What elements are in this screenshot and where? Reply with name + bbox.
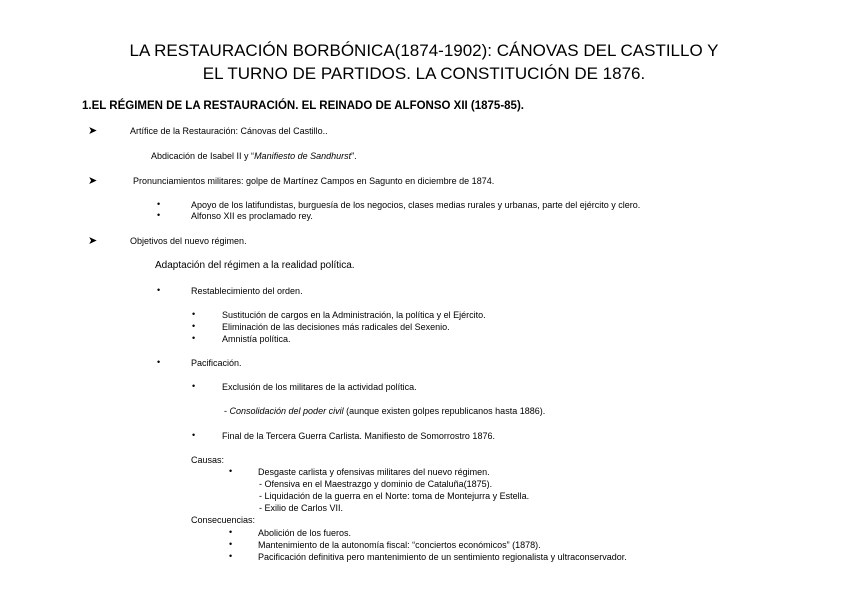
causas-sub-3: - Exilio de Carlos VII. <box>259 503 344 513</box>
dot-bullet-icon: • <box>229 539 233 549</box>
consolidacion-italic: Consolidación del poder civil <box>229 406 344 416</box>
bullet-pronunciamientos: Pronunciamientos militares: golpe de Martínez Campos en Sagunto en diciembre de 1874. <box>133 176 495 186</box>
list-item-alfonso: Alfonso XII es proclamado rey. <box>191 211 313 221</box>
pacificacion-heading: Pacificación. <box>191 358 242 368</box>
bullet-objetivos: Objetivos del nuevo régimen. <box>130 236 247 246</box>
dot-bullet-icon: • <box>192 381 196 391</box>
dot-bullet-icon: • <box>157 210 161 220</box>
abdicacion-line <box>151 151 357 161</box>
list-item-sustitucion: Sustitución de cargos en la Administración, la política y el Ejército. <box>222 310 486 320</box>
dot-bullet-icon: • <box>229 551 233 561</box>
dot-bullet-icon: • <box>229 527 233 537</box>
consecuencias-item-3: Pacificación definitiva pero mantenimiento de un sentimiento regionalista y ultraconservador. <box>258 552 627 562</box>
sandhurst-italic: Manifiesto de Sandhurst <box>254 151 352 161</box>
dot-bullet-icon: • <box>157 357 161 367</box>
consolidacion-line <box>224 406 545 416</box>
causas-sub-2: - Liquidación de la guerra en el Norte: toma de Montejurra y Estella. <box>259 491 530 501</box>
dot-bullet-icon: • <box>192 333 196 343</box>
arrow-bullet-icon: ➤ <box>88 235 98 247</box>
exclusion-line: Exclusión de los militares de la actividad política. <box>222 382 417 392</box>
consecuencias-item-2: Mantenimiento de la autonomía fiscal: “conciertos económicos” (1878). <box>258 540 541 550</box>
arrow-bullet-icon: ➤ <box>88 175 98 187</box>
adaptacion-line: Adaptación del régimen a la realidad política. <box>155 260 355 271</box>
causas-sub-1: - Ofensiva en el Maestrazgo y dominio de Cataluña(1875). <box>259 479 493 489</box>
dot-bullet-icon: • <box>192 430 196 440</box>
causas-main: Desgaste carlista y ofensivas militares del nuevo régimen. <box>258 467 490 477</box>
dot-bullet-icon: • <box>192 309 196 319</box>
dot-bullet-icon: • <box>157 199 161 209</box>
list-item-eliminacion: Eliminación de las decisiones más radicales del Sexenio. <box>222 322 450 332</box>
consecuencias-label: Consecuencias: <box>191 515 256 525</box>
document-title-line-2: EL TURNO DE PARTIDOS. LA CONSTITUCIÓN DE 1876. <box>202 64 646 83</box>
abdicacion-text: Abdicación de Isabel II y “ <box>151 151 255 161</box>
list-item-amnistia: Amnistía política. <box>222 334 291 344</box>
consolidacion-rest: (aunque existen golpes republicanos hasta 1886). <box>343 406 546 416</box>
section-heading: 1.EL RÉGIMEN DE LA RESTAURACIÓN. EL REINADO DE ALFONSO XII (1875-85). <box>82 100 524 112</box>
consecuencias-item-1: Abolición de los fueros. <box>258 528 352 538</box>
causas-label: Causas: <box>191 455 225 465</box>
restablecimiento-heading: Restablecimiento del orden. <box>191 286 303 296</box>
list-item-apoyo: Apoyo de los latifundistas, burguesía de los negocios, clases medias rurales y urbanas, parte del ejército y clero. <box>191 200 641 210</box>
document-title-line-1: LA RESTAURACIÓN BORBÓNICA(1874-1902): CÁNOVAS DEL CASTILLO Y <box>129 41 719 60</box>
dot-bullet-icon: • <box>157 285 161 295</box>
bullet-artifice: Artífice de la Restauración: Cánovas del Castillo.. <box>130 126 328 136</box>
dot-bullet-icon: • <box>229 466 233 476</box>
arrow-bullet-icon: ➤ <box>88 125 98 137</box>
final-guerra-line: Final de la Tercera Guerra Carlista. Manifiesto de Somorrostro 1876. <box>222 431 495 441</box>
dot-bullet-icon: • <box>192 321 196 331</box>
consolidacion-prefix: - <box>224 406 230 416</box>
abdicacion-end: ”. <box>351 151 357 161</box>
